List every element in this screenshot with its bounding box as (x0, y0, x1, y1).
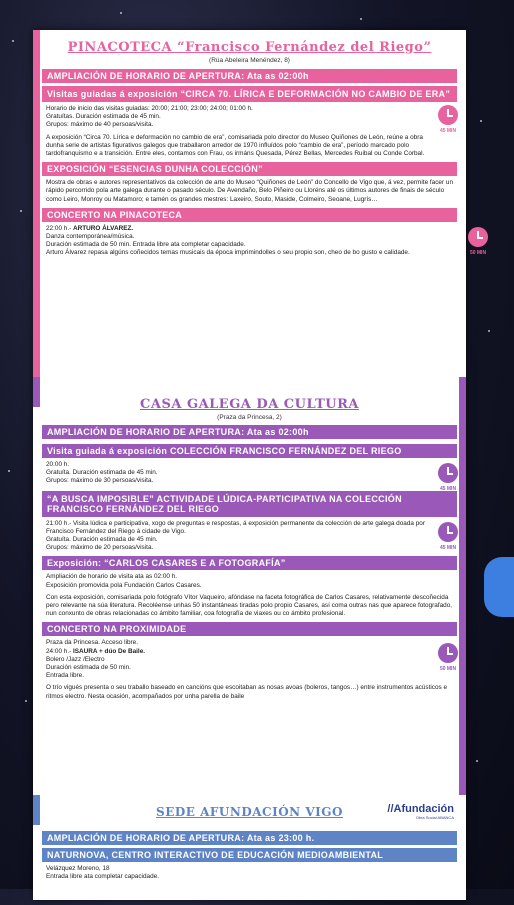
sede-line: Entrada libre ata completar capacidade. (46, 873, 159, 881)
duration-clock (435, 105, 461, 135)
star (25, 700, 27, 702)
left-stripe (33, 377, 40, 407)
casa-concert-bar: CONCERTO NA PROXIMIDADE (42, 622, 457, 636)
visits-description: A exposición “Circa 70. Lírica e deformación no cambio de era”, comisariada polo director do Museo Quiñones de León, reúne a obra dunha serie de artistas figurativos galegos que traballaron arredor de 1970 influídos polo “cambio de era”, período marcado polo tardofranquismo e a transición. Entre eles, contamos con Frau, os irmáns Quesada, Pérez Bellas, Mercedes Ruibal ou Conde Corbal. (46, 133, 425, 158)
pinacoteca-address: (Rúa Abeleira Menéndez, 8) (209, 57, 290, 64)
star (120, 12, 122, 14)
clock-icon (438, 643, 458, 663)
casa-busca-bar: “A BUSCA IMPOSIBLE” ACTIVIDADE LÚDICA-PARTICIPATIVA NA COLECCIÓN FRANCISCO FERNÁNDEZ DEL RIEGO (42, 491, 457, 517)
star (8, 470, 10, 472)
casa-hours-bar: AMPLIACIÓN DE HORARIO DE APERTURA: Ata as 02:00h (42, 425, 457, 439)
casa-busca-info (46, 520, 455, 553)
clock-icon (438, 522, 458, 542)
casa-casares-bar: Exposición: “CARLOS CASARES E A FOTOGRAFÍA” (42, 556, 457, 570)
star (488, 330, 490, 332)
concert-line: Arturo Álvarez repasa algúns coñecidos temas musicais da época imprimindolles o seu propio son, cheo de bo gusto e calidade. (46, 249, 410, 257)
duration-clock (435, 643, 461, 673)
sede-title: SEDE AFUNDACIÓN VIGO (156, 805, 343, 819)
busca-line: 21:00 h.- Visita lúdica e participativa, xogo de preguntas e respostas, á exposición permanente da colección de arte galega doada por Francisco Fernández del Riego á cidade de Vigo. (46, 519, 425, 535)
star (476, 760, 478, 762)
concert-time: 24:00 h.- (46, 647, 74, 655)
concert-time: 22:00 h.- (46, 224, 74, 232)
visit-line: Grupos: máximo de 30 persoas/visita. (46, 477, 154, 485)
pinacoteca-section (33, 30, 487, 377)
logo-text: //Afundación (387, 803, 454, 815)
visits-line: Grupos: máximo de 40 persoas/visita. (46, 121, 154, 129)
casa-visit-bar: Visita guiada á exposición COLECCIÓN FRANCISCO FERNÁNDEZ DEL RIEGO (42, 444, 457, 458)
clock-icon (438, 463, 458, 483)
concert-artist: ISAURA + dúo De Baile. (73, 647, 146, 655)
casa-casares-info (46, 573, 455, 618)
casares-description: Con esta exposición, comisariada polo fotógrafo Vítor Vaqueiro, afóndase na faceta fotográfica de Carlos Casares, relativamente descoñecida pero relevante na súa literatura. Recoléense unhas 50 instantáneas tiradas polo propio Casares, así coma outras nas que aparece fotografado, nun conxunto de obras relacionadas co ámbito familiar, coa fotografía de viaxes ou co ámbito profesional. (46, 593, 453, 618)
concert-line: Danza contemporánea/música. (46, 233, 135, 241)
star (360, 18, 362, 20)
right-stripe (459, 377, 466, 795)
casa-concert-info (46, 639, 455, 700)
concert-line: Duración estimada de 50 min. (46, 664, 131, 672)
concert-line: Duración estimada de 50 min. Entrada libre ata completar capacidade. (46, 241, 246, 249)
casares-line: Ampliación de horario de visita ata as 02:00 h. (46, 573, 178, 581)
concert-headline (46, 648, 455, 656)
busca-line: Gratuíta. Duración estimada de 45 min. (46, 536, 158, 544)
duration-clock (465, 227, 491, 257)
afundacion-logo (387, 803, 454, 820)
logo-subtext: Obra Social ABANCA (415, 815, 454, 820)
sede-line: Velázquez Moreno, 18 (46, 865, 110, 872)
left-stripe (33, 30, 40, 377)
casa-title: CASA GALEGA DA CULTURA (140, 397, 359, 412)
clock-icon (468, 227, 488, 247)
pinacoteca-essences-bar: EXPOSICIÓN “ESENCIAS DUNHA COLECCIÓN” (42, 162, 457, 176)
concert-headline (46, 225, 425, 233)
clock-label: 50 MIN (469, 249, 487, 256)
concert-artist: ARTURO ÁLVAREZ. (73, 224, 134, 232)
sede-section (33, 795, 466, 905)
star (480, 120, 482, 122)
busca-line: Grupos: máximo de 20 persoas/visita. (46, 544, 154, 552)
casa-visit-info (46, 461, 457, 492)
pinacoteca-concert-info (46, 224, 487, 258)
casa-section (33, 377, 466, 795)
visit-line: Gratuíta. Duración estimada de 45 min. (46, 469, 158, 477)
clock-label: 45 MIN (439, 544, 457, 551)
left-stripe (33, 795, 40, 825)
star (20, 210, 22, 212)
concert-description: O trío vigués presenta o seu traballo baseado en cancións que escoitaban as nosas avoas (boleros, tangos…) entre instrumentos acústicos e ritmos electro. Nesta ocasión, acompañados por unha parella de baile (46, 684, 448, 700)
duration-clock (435, 463, 461, 493)
clock-label: 50 MIN (439, 666, 457, 673)
visit-line: 20:00 h. (46, 461, 70, 468)
visits-line: Horario de inicio das visitas guiadas: 20:00; 21:00; 23:00; 24:00; 01:00 h. (46, 105, 253, 112)
sede-naturnova-bar: NATURNOVA, CENTRO INTERACTIVO DE EDUCACIÓN MEDIOAMBIENTAL (42, 848, 457, 862)
duration-clock (435, 522, 461, 552)
clock-icon (438, 105, 458, 125)
floating-blue-tab[interactable] (484, 557, 514, 617)
concert-place: Praza da Princesa. Acceso libre. (46, 639, 138, 647)
casa-address: (Praza da Princesa, 2) (217, 414, 282, 421)
visits-line: Gratuítas. Duración estimada de 45 min. (46, 113, 161, 121)
clock-label: 45 MIN (439, 486, 457, 492)
pinacoteca-concert-bar: CONCERTO NA PINACOTECA (42, 208, 457, 222)
pinacoteca-essences-info (46, 179, 455, 204)
program-sheet (33, 30, 487, 900)
sede-hours-bar: AMPLIACIÓN DE HORARIO DE APERTURA: Ata as 23:00 h. (42, 831, 457, 845)
clock-label: 45 MIN (439, 128, 457, 134)
sede-info (46, 865, 455, 881)
pinacoteca-visits-bar: Visitas guiadas á exposición “CIRCA 70. LÍRICA E DEFORMACIÓN NO CAMBIO DE ERA” (42, 86, 457, 102)
pinacoteca-visits-info (46, 105, 455, 158)
essences-description: Mostra de obras e autores representativos da colección de arte do Museo “Quiñones de León” do Concello de Vigo que, á vez, permite facer un rápido percorrido pola arte galega durante o pasado século. De Avendaño, Belo Piñeiro ou Lloréns até os últimos autores de finais de século como Leiro, Monroy ou Matamoro; e tamén os grandes mestres: Laxeiro, Souto, Maside, Colmeiro, Seoane, Lugrís… (46, 179, 453, 203)
concert-line: Entrada libre. (46, 672, 85, 680)
concert-line: Bolero /Jazz /Electro (46, 655, 105, 663)
pinacoteca-title: PINACOTECA “Francisco Fernández del Riego” (67, 40, 432, 55)
star (12, 40, 14, 42)
pinacoteca-hours-bar: AMPLIACIÓN DE HORARIO DE APERTURA: Ata as 02:00h (42, 69, 457, 83)
casares-line: Exposición promovida pola Fundación Carlos Casares. (46, 581, 202, 589)
